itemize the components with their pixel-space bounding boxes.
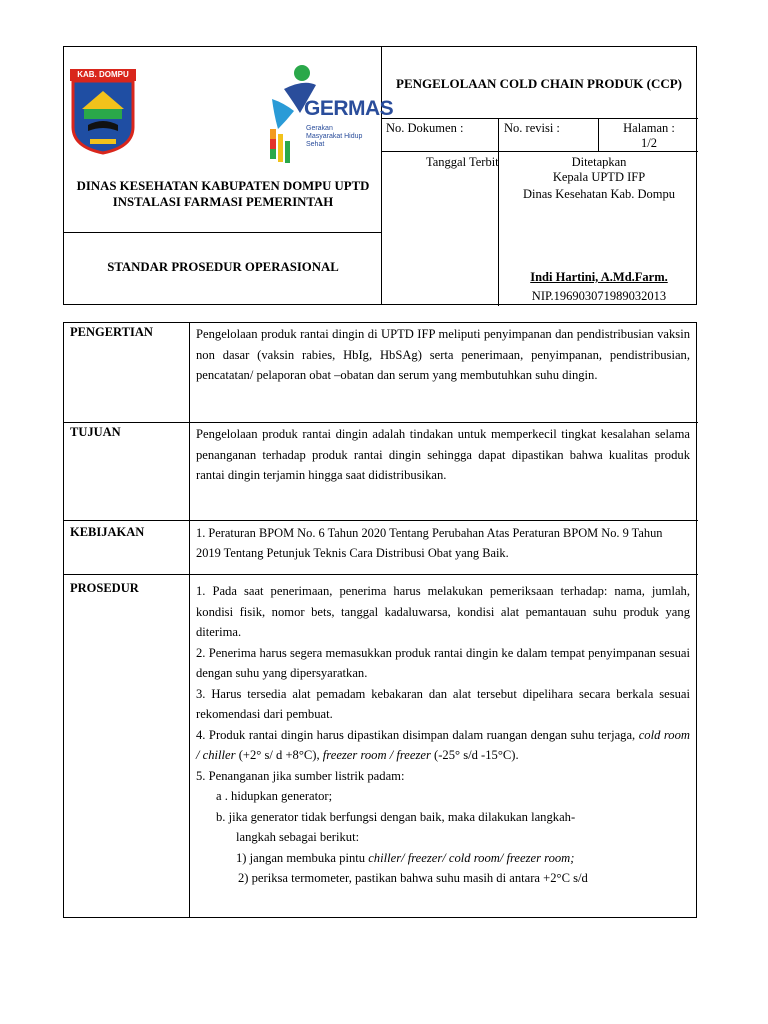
- prosedur-item-5b1-b: chiller/ freezer/ cold room/ freezer room;: [368, 850, 575, 865]
- halaman-label: Halaman :: [623, 121, 675, 135]
- tanggal-terbit-label: Tanggal Terbit: [426, 155, 499, 169]
- section-text-pengertian: Pengelolaan produk rantai dingin di UPTD IFP meliputi penyimpanan dan pendistribusian vaksin non dasar (vaksin rabies, HbIg, HbSAg) serta penerimaan, penyimpanan, pendistribusian, pencatatan/ pelaporan obat –obatan dan serum yang membutuhkan suhu dingin.: [196, 327, 690, 382]
- prosedur-item-1: 1. Pada saat penerimaan, penerima harus melakukan pemeriksaan terhadap: nama, jumlah, kondisi fisik, nomor bets, tanggal kadaluwarsa, kondisi alat pemantauan suhu produk yang diterima.: [196, 584, 690, 639]
- section-label-pengertian: PENGERTIAN: [70, 325, 153, 339]
- content-table: [63, 322, 697, 918]
- germas-logo: [264, 59, 394, 169]
- prosedur-item-4: [196, 725, 690, 766]
- prosedur-item-3: 3. Harus tersedia alat pemadam kebakaran dan alat tersebut dipelihara secara berkala sesuai rekomendasi dari pembuat.: [196, 686, 690, 721]
- section-text-kebijakan: 1. Peraturan BPOM No. 6 Tahun 2020 Tentang Perubahan Atas Peraturan BPOM No. 9 Tahun 2019 Tentang Petunjuk Teknis Cara Distribusi Obat yang Baik.: [196, 526, 663, 560]
- section-label-kebijakan: KEBIJAKAN: [70, 525, 145, 539]
- ditetapkan-line3: Dinas Kesehatan Kab. Dompu: [522, 187, 676, 201]
- prosedur-item-4-d: freezer room / freezer: [322, 748, 431, 762]
- sop-label: STANDAR PROSEDUR OPERASIONAL: [107, 260, 339, 274]
- prosedur-item-4-c: (+2° s/ d +8°C),: [238, 748, 320, 762]
- prosedur-item-2: 2. Penerima harus segera memasukkan produk rantai dingin ke dalam tempat penyimpanan sesuai dengan suhu yang dipersyaratkan.: [196, 645, 690, 680]
- ditetapkan-line2: Kepala UPTD IFP: [552, 170, 646, 184]
- page-title: PENGELOLAAN COLD CHAIN PRODUK (CCP): [396, 76, 682, 91]
- kab-dompu-logo: [70, 69, 136, 155]
- section-prosedur: [196, 581, 690, 889]
- ditetapkan-line1: Ditetapkan: [571, 155, 627, 169]
- section-label-tujuan: TUJUAN: [70, 425, 121, 439]
- halaman-value: 1/2: [641, 136, 657, 150]
- content-divider: [189, 323, 190, 918]
- header-right-hline-1: [382, 118, 698, 119]
- germas-logo-subtitle: Gerakan Masyarakat Hidup Sehat: [306, 125, 363, 148]
- row-divider-1: [64, 422, 698, 423]
- institution-name: DINAS KESEHATAN KABUPATEN DOMPU UPTD INSTALASI FARMASI PEMERINTAH: [76, 179, 370, 209]
- header-left-hline: [64, 232, 382, 233]
- prosedur-item-5b1-a: 1) jangan membuka pintu: [236, 850, 366, 865]
- header-right-vline-1: [498, 118, 499, 306]
- header-divider: [381, 47, 382, 305]
- prosedur-item-5b-line1: b. jika generator tidak berfungsi dengan baik, maka dilakukan langkah-: [216, 809, 576, 824]
- row-divider-2: [64, 520, 698, 521]
- signatory-nip: NIP.196903071989032013: [531, 289, 667, 303]
- header-right-hline-2: [382, 151, 698, 152]
- germas-logo-text: GERMAS: [304, 97, 394, 120]
- prosedur-item-4-e: (-25° s/d -15°C).: [434, 748, 519, 762]
- header-table: [63, 46, 697, 305]
- kab-dompu-logo-text: KAB. DOMPU: [77, 70, 129, 79]
- prosedur-item-4-a: 4. Produk rantai dingin harus dipastikan disimpan dalam ruangan dengan suhu terjaga,: [196, 727, 636, 742]
- prosedur-item-5b-line2: langkah sebagai berikut:: [236, 830, 360, 844]
- no-dokumen-label: No. Dokumen :: [386, 121, 464, 135]
- prosedur-item-5a: a . hidupkan generator;: [216, 789, 333, 803]
- no-revisi-label: No. revisi :: [504, 121, 560, 135]
- section-text-tujuan: Pengelolaan produk rantai dingin adalah tindakan untuk memperkecil tingkat kesalahan selama penanganan terhadap produk rantai dingin sehingga dapat dipastikan bahwa kualitas produk rantai dingin terjamin hingga saat didistribusikan.: [196, 427, 690, 482]
- prosedur-item-5b2: 2) periksa termometer, pastikan bahwa suhu masih di antara +2°C s/d: [238, 871, 588, 885]
- header-right-vline-2: [598, 118, 599, 152]
- prosedur-item-4-b: cold room / chiller: [196, 727, 690, 762]
- prosedur-item-5: 5. Penanganan jika sumber listrik padam:: [196, 768, 405, 783]
- row-divider-3: [64, 574, 698, 575]
- prosedur-item-5b1: [196, 848, 690, 869]
- section-label-prosedur: PROSEDUR: [70, 581, 139, 595]
- signatory-name: Indi Hartini, A.Md.Farm.: [530, 270, 668, 284]
